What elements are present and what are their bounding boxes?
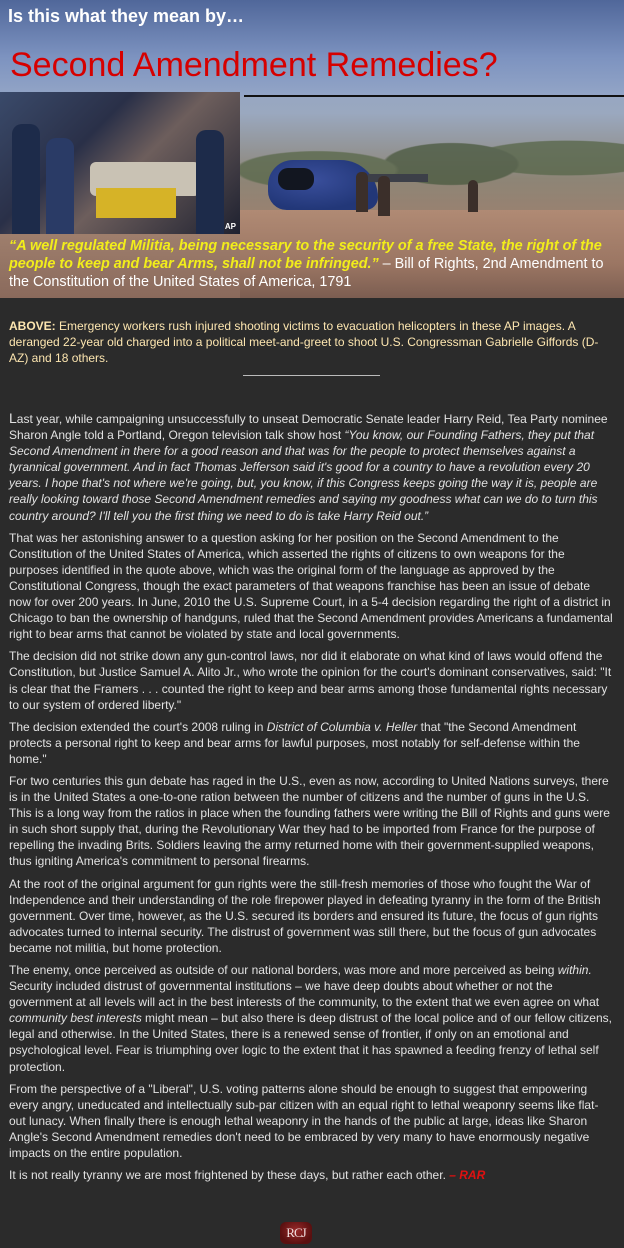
emphasis-community: community best interests [9,1011,142,1026]
drop-cap: L [9,410,17,426]
ambulance-photo [0,92,240,234]
photo-caption [9,318,613,366]
amendment-quote [9,237,617,291]
emphasis-within: within. [557,963,592,977]
headline-divider [244,95,624,97]
article-paragraph: For two centuries this gun debate has raged in the U.S., even as now, according to United Nations surveys, there is in the United States a one-to-one ration between the number of citizens and the number of guns in the U.S. This is a long way from the ratios in place when the founding fathers were writing the Bill of Rights and guns were in such short supply that, during the Revolutionary War they had to be imported from France for the purpose of repelling the invading Brits. Soldiers leaving the army returned home with their government-supplied weapons, thus igniting America's commitment to personal firearms. [9,773,610,869]
article-paragraph [9,962,613,1075]
article-paragraph: From the perspective of a "Liberal", U.S. voting patterns alone should be enough to suggest that empowering every angry, uneducated and intellectually sub-par citizen with an equal right to lethal weaponry seems like flat-out lunacy. When finally there is enough lethal weaponry in the hands of the public at large, ideas like Sharon Angle's Second Amendment remedies don't need to be embraced by very many to have enormously negative impacts on the entire population. [9,1081,599,1161]
article-paragraph [9,410,613,524]
angle-quote: “You know, our Founding Fathers, they put that Second Amendment in there for a good reason and that was for the people to protect themselves against a tyrannical government. And in fact Thomas Jefferson said it's good for a country to have a revolution every 20 years. I hope that's not where we're going, but, you know, if this Congress keeps going the way it is, people are really looking toward those Second Amendment remedies and saying my goodness what can we do to turn this country around? I'll tell you the first thing we need to do is take Harry Reid out.” [9,428,598,523]
paragraph-text: might mean – but also there is deep distrust of the local police and of our fellow citizens, legal and otherwise. In the United States, there is a renewed sense of frontier, if only on an emotional and psychological level. Fear is triumphing over logic to the extent that it has spawned a feeding frenzy of lethal self protection. [9,1011,612,1074]
paragraph-text: Security included distrust of governmental institutions – we have deep doubts about whether or not the government at all levels will act in the best interests of the community, to the extent that we even agree on what [9,979,600,1010]
section-divider [243,375,380,376]
paragraph-text: The decision extended the court's 2008 ruling in [9,719,267,734]
quote-attribution: – Bill of Rights, 2nd Amendment to the Constitution of the United States of America, 1791 [9,256,604,290]
article-paragraph: That was her astonishing answer to a question asking for her position on the Second Amendment to the Constitution of the United States of America, which asserted the rights of citizens to own weapons for the purposes identified in the quote above, which was the original form of the language as approved by the Constitutional Congress, though the exact parameters of that weapons franchise has been an issue of debate now for over 200 years. In June, 2010 the U.S. Supreme Court, in a 5-4 decision regarding the right of a district in Chicago to ban the ownership of handguns, ruled that the Second Amendment provides Americans a fundamental right to bear arms that cannot be violated by state and local governments. [9,530,613,642]
rcj-logo[interactable]: RCJ [280,1222,312,1244]
hero-image [0,0,624,298]
signature: – RAR [449,1168,486,1183]
article-body [9,410,613,1189]
article-paragraph: At the root of the original argument for gun rights were the still-fresh memories of those who fought the War of Independence and their understanding of the role firepower played in defeating tyranny in the form of the British government. Over time, however, as the U.S. secured its borders and ensured its future, the focus of gun rights advocates turned to internal security. The distrust of government was still there, but the focus of gun advocates became not militia, but home protection. [9,876,601,955]
paragraph-text: that "the Second Amendment protects a personal right to keep and bear arms for lawful purposes, most notably for self-defense within the home." [9,719,580,766]
responder-figure [356,172,368,212]
caption-lead: ABOVE: [9,319,56,333]
photo-credit: AP [224,222,236,231]
paragraph-text: ast year, while campaigning unsuccessfully to unseat Democratic Senate leader Harry Reid, Tea Party nominee Sharon Angle told a Portland, Oregon television talk show host [9,412,608,443]
responder-figure [378,176,390,216]
paragraph-text: It is not really tyranny we are most frightened by these days, but rather each other. [9,1168,450,1183]
helicopter-window [278,168,314,190]
emt-figure [46,138,74,234]
article-paragraph [9,1167,613,1183]
emt-figure [12,124,40,234]
stretcher-frame [96,188,176,218]
article-paragraph [9,719,613,767]
helicopter-tail [368,174,428,182]
paragraph-text: The enemy, once perceived as outside of our national borders, was more and more perceived as being [9,963,558,977]
headline: Second Amendment Remedies? [10,46,498,84]
caption-text: Emergency workers rush injured shooting victims to evacuation helicopters in these AP images. A deranged 22-year old charged into a political meet-and-greet to shoot U.S. Congressman Gabrielle Giffords (D-AZ) and 18 others. [9,319,599,365]
emt-figure [196,130,224,234]
responder-figure [468,180,478,212]
case-name: District of Columbia v. Heller [266,719,418,734]
kicker-text: Is this what they mean by… [8,6,245,26]
article-paragraph: The decision did not strike down any gun-control laws, nor did it elaborate on what kind of laws would offend the Constitution, but Justice Samuel A. Alito Jr., who wrote the opinion for the court's dominant conservatives, said: "It is clear that the Framers . . . counted the right to keep and bear arms among those fundamental rights necessary to our system of ordered liberty." [9,649,612,712]
quote-text: “A well regulated Militia, being necessary to the security of a free State, the right of the people to keep and bear Arms, shall not be infringed.” [9,238,602,272]
